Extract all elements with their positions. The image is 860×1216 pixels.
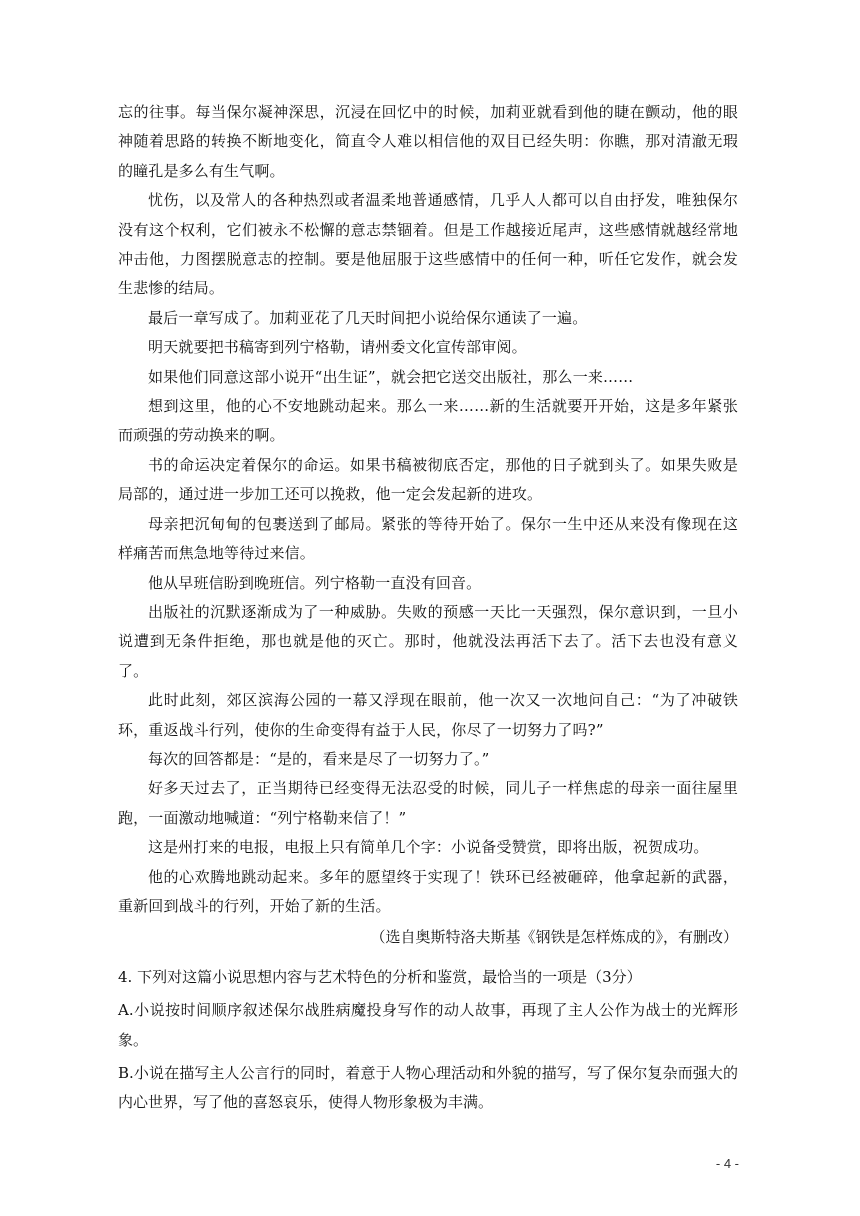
paragraph: 明天就要把书稿寄到列宁格勒，请州委文化宣传部审阅。 [148,338,527,357]
paragraph: 好多天过去了，正当期待已经变得无法忍受的时候，同儿子一样焦虑的母亲一面往屋里跑，一面激动地喊道：“列宁格勒来信了！” [118,779,738,827]
paragraph: 母亲把沉甸甸的包裹送到了邮局。紧张的等待开始了。保尔一生中还从来没有像现在这样痛苦而焦急地等待过来信。 [118,514,738,563]
paragraph: 书的命运决定着保尔的命运。如果书稿被彻底否定，那他的日子就到头了。如果失败是局部的，通过进一步加工还可以挽救，他一定会发起新的进攻。 [118,455,738,504]
option-b: B.小说在描写主人公言行的同时，着意于人物心理活动和外貌的描写，写了保尔复杂而强大的内心世界，写了他的喜怒哀乐，使得人物形象极为丰满。 [118,1064,738,1112]
paragraph: 想到这里，他的心不安地跳动起来。那么一来……新的生活就要开开始，这是多年紧张而顽强的劳动换来的啊。 [118,397,738,445]
paragraph: 出版社的沉默逐渐成为了一种威胁。失败的预感一天比一天强烈，保尔意识到，一旦小说遭到无条件拒绝，那也就是他的灭亡。那时，他就没法再活下去了。活下去也没有意义了。 [118,602,738,680]
page-number: - 4 - [715,1156,739,1171]
paragraph: 如果他们同意这部小说开“出生证”，就会把它送交出版社，那么一来…… [148,367,634,386]
paragraph: 他从早班信盼到晚班信。列宁格勒一直没有回音。 [148,573,482,592]
paragraph: 此时此刻，郊区滨海公园的一幕又浮现在眼前，他一次又一次地问自己：“为了冲破铁环，重返战斗行列，使你的生命变得有益于人民，你尽了一切努力了吗?” [118,691,738,739]
document-body [118,98,738,1118]
paragraph: 他的心欢腾地跳动起来。多年的愿望终于实现了！铁环已经被砸碎，他拿起新的武器，重新回到战斗的行列，开始了新的生活。 [118,867,738,915]
paragraph: 每次的回答都是：“是的，看来是尽了一切努力了。” [148,749,490,768]
question-stem: 4. 下列对这篇小说思想内容与艺术特色的分析和鉴赏，最恰当的一项是（3分） [118,967,642,986]
paragraph-continued: 忘的往事。每当保尔凝神深思，沉浸在回忆中的时候，加莉亚就看到他的睫在颤动，他的眼神随着思路的转换不断地变化，简直令人难以相信他的双目已经失明：你瞧，那对清澈无瑕的瞳孔是多么有生气啊。 [118,103,738,180]
paragraph: 忧伤，以及常人的各种热烈或者温柔地普通感情，几乎人人都可以自由抒发，唯独保尔没有这个权利，它们被永不松懈的意志禁锢着。但是工作越接近尾声，这些感情就越经常地冲击他，力图摆脱意志的控制。要是他屈服于这些感情中的任何一种，听任它发作，就会发生悲惨的结局。 [118,191,738,298]
source-citation: （选自奥斯特洛夫斯基《钢铁是怎样炼成的》，有删改） [370,928,738,947]
paragraph: 最后一章写成了。加莉亚花了几天时间把小说给保尔通读了一遍。 [148,308,588,327]
option-a: A.小说按时间顺序叙述保尔战胜病魔投身写作的动人故事，再现了主人公作为战士的光辉形象。 [118,1001,738,1049]
paragraph: 这是州打来的电报，电报上只有简单几个字：小说备受赞赏，即将出版，祝贺成功。 [148,838,709,857]
